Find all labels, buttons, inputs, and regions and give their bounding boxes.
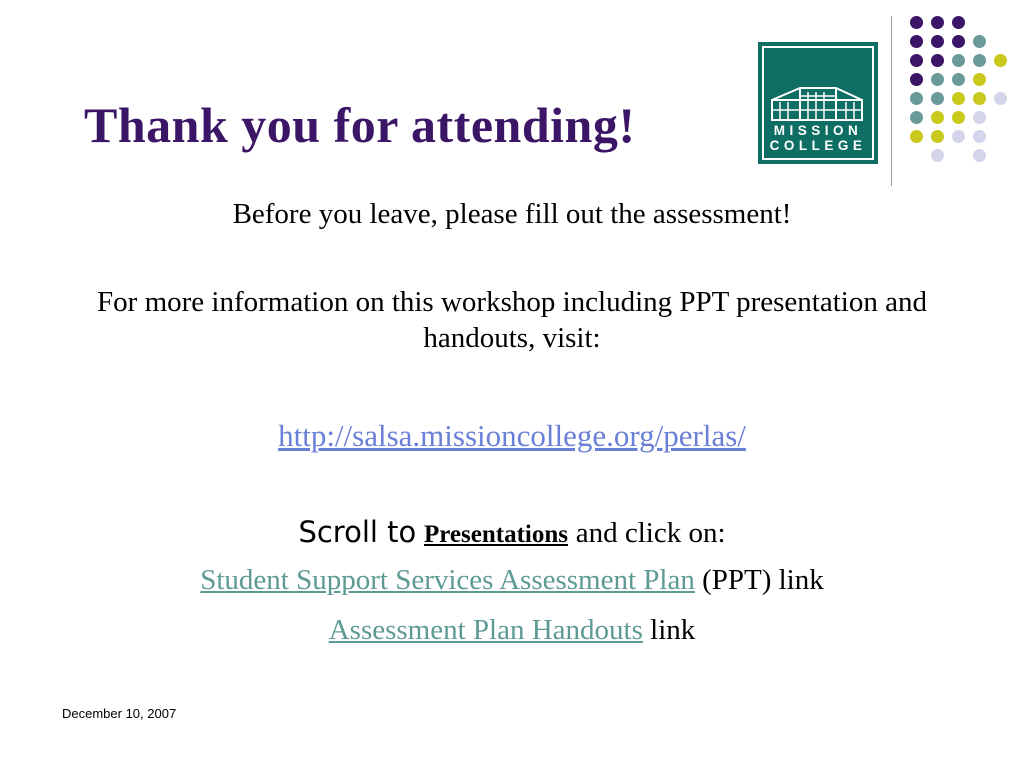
teal-dot (973, 54, 986, 67)
purple-dot (910, 16, 923, 29)
teal-dot (973, 35, 986, 48)
building-icon (766, 82, 868, 122)
yellow-dot (931, 111, 944, 124)
purple-dot (910, 54, 923, 67)
handouts-link-line (70, 612, 954, 648)
lavender-dot (973, 111, 986, 124)
url-paragraph (70, 418, 954, 454)
slide-date: December 10, 2007 (62, 706, 177, 721)
decorative-dot-grid (908, 14, 1008, 164)
purple-dot (910, 73, 923, 86)
yellow-dot (994, 54, 1007, 67)
yellow-dot (910, 130, 923, 143)
lavender-dot (952, 130, 965, 143)
vertical-divider (891, 16, 892, 186)
logo-word-mission: MISSION (773, 123, 863, 138)
lavender-dot (973, 130, 986, 143)
yellow-dot (952, 92, 965, 105)
teal-dot (952, 54, 965, 67)
purple-dot (952, 35, 965, 48)
purple-dot (910, 35, 923, 48)
logo-word-college: COLLEGE (769, 138, 867, 153)
lavender-dot (994, 92, 1007, 105)
yellow-dot (973, 73, 986, 86)
ppt-link-line (70, 562, 954, 598)
workshop-url-link[interactable]: http://salsa.missioncollege.org/perlas/ (278, 418, 746, 453)
scroll-instruction (70, 514, 954, 553)
purple-dot (952, 16, 965, 29)
lavender-dot (931, 149, 944, 162)
more-info-text: For more information on this workshop including PPT presentation and handouts, visit: (97, 286, 927, 354)
mission-college-logo (758, 42, 878, 164)
teal-dot (910, 92, 923, 105)
assessment-handouts-link[interactable]: Assessment Plan Handouts (328, 614, 643, 646)
slide-title: Thank you for attending! (84, 97, 636, 153)
purple-dot (931, 54, 944, 67)
teal-dot (910, 111, 923, 124)
yellow-dot (931, 130, 944, 143)
yellow-dot (973, 92, 986, 105)
handouts-link-suffix: link (650, 614, 696, 646)
presentations-label: Presentations (424, 521, 568, 548)
teal-dot (931, 73, 944, 86)
assessment-plan-ppt-link[interactable]: Student Support Services Assessment Plan (200, 564, 695, 596)
lavender-dot (973, 149, 986, 162)
ppt-link-suffix: (PPT) link (702, 564, 824, 596)
yellow-dot (952, 111, 965, 124)
scroll-suffix: and click on: (575, 517, 726, 549)
purple-dot (931, 35, 944, 48)
teal-dot (952, 73, 965, 86)
scroll-prefix: Scroll to (298, 515, 417, 549)
purple-dot (931, 16, 944, 29)
assessment-reminder: Before you leave, please fill out the assessment! (232, 198, 792, 230)
teal-dot (931, 92, 944, 105)
